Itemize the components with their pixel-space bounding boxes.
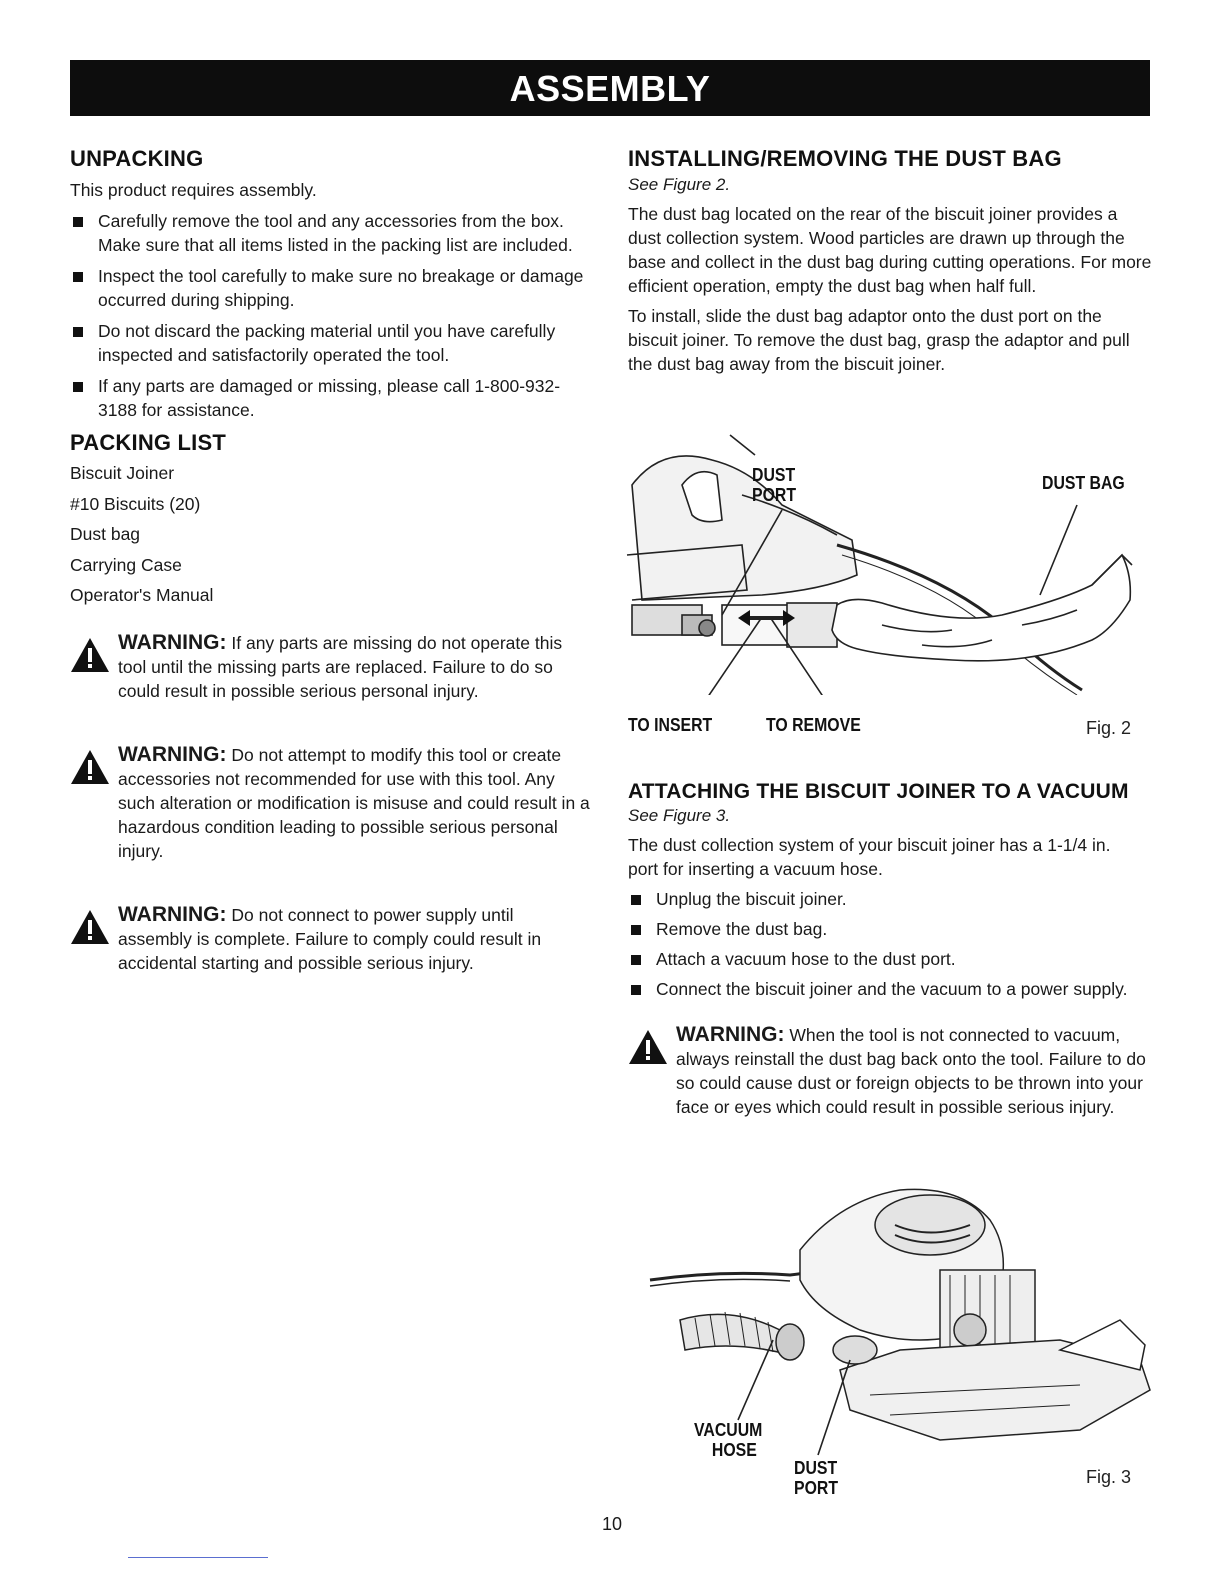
right-column (628, 146, 1152, 376)
warning-triangle-icon (70, 749, 110, 785)
section-banner: ASSEMBLY (70, 60, 1150, 116)
fig2-dust-bag-label: DUST BAG (1042, 473, 1125, 493)
footer-rule (128, 1557, 268, 1558)
packing-item: Biscuit Joiner (70, 463, 175, 483)
packing-item: Carrying Case (70, 554, 182, 575)
vacuum-steps (628, 887, 1152, 1001)
vacuum-hose-illustration (640, 1180, 1160, 1460)
warning-triangle-icon (70, 637, 110, 673)
fig3-number: Fig. 3 (1086, 1467, 1132, 1487)
packing-list (70, 458, 590, 611)
warning-dust-bag (628, 1023, 1152, 1119)
fig3-dust-port-label: DUST PORT (794, 1458, 839, 1498)
list-item: Inspect the tool carefully to make sure no breakage or damage occurred during shipping. (70, 264, 590, 312)
unpacking-list (70, 209, 590, 422)
list-item: If any parts are damaged or missing, please call 1-800-932-3188 for assistance. (70, 374, 590, 422)
fig3-vacuum-hose-label: VACUUM HOSE (694, 1420, 763, 1460)
fig2-dust-port-label: DUST PORT (752, 465, 797, 505)
list-item: Unplug the biscuit joiner. (628, 887, 1152, 911)
warning-label: WARNING: (676, 1023, 785, 1046)
vacuum-section (628, 780, 1152, 1119)
list-item: Do not discard the packing material until you have carefully inspected and satisfactorily operated the tool. (70, 319, 590, 367)
fig2-to-insert-label: TO INSERT (628, 715, 713, 735)
list-item: Remove the dust bag. (628, 917, 1152, 941)
warning-triangle-icon (628, 1029, 668, 1065)
packing-item: #10 Biscuits (20) (70, 493, 201, 514)
page-number: 10 (601, 1514, 623, 1534)
fig2-number: Fig. 2 (1086, 718, 1132, 738)
dust-bag-heading: INSTALLING/REMOVING THE DUST BAG (628, 146, 1062, 171)
see-figure-2: See Figure 2. (628, 175, 731, 194)
list-item: Connect the biscuit joiner and the vacuum to a power supply. (628, 977, 1152, 1001)
figure-2 (622, 425, 1152, 745)
list-item: Attach a vacuum hose to the dust port. (628, 947, 1152, 971)
fig2-to-remove-label: TO REMOVE (766, 715, 861, 735)
warning-text: Do not connect to power supply until assembly is complete. Failure to comply could result in accidental starting and possible serious injury. (118, 904, 542, 973)
warning-missing-parts (70, 631, 590, 703)
dust-bag-paragraph-1: The dust bag located on the rear of the biscuit joiner provides a dust collection system. Wood particles are drawn up through the base and collect in the dust bag during cutting operations. For more efficient operation, empty the dust bag when half full. (628, 204, 1152, 296)
vacuum-heading: ATTACHING THE BISCUIT JOINER TO A VACUUM (628, 780, 1129, 803)
warning-label: WARNING: (118, 902, 227, 926)
warning-text: If any parts are missing do not operate this tool until the missing parts are replaced. Failure to do so could result in possible serious personal injury. (118, 632, 563, 701)
packing-list-heading: PACKING LIST (70, 430, 226, 455)
left-column (70, 146, 590, 975)
list-item: Carefully remove the tool and any accessories from the box. Make sure that all items listed in the packing list are included. (70, 209, 590, 257)
dust-bag-illustration (622, 425, 1152, 695)
unpacking-intro: This product requires assembly. (70, 180, 317, 200)
dust-bag-paragraph-2: To install, slide the dust bag adaptor onto the dust port on the biscuit joiner. To remove the dust bag, grasp the adaptor and pull the dust bag away from the biscuit joiner. (628, 306, 1130, 374)
warning-text: Do not attempt to modify this tool or create accessories not recommended for use with this tool. Any such alteration or modification is misuse and could result in a hazardous condition leading to possible serious personal injury. (118, 744, 590, 861)
warning-modify (70, 743, 590, 863)
warning-power (70, 903, 590, 975)
warning-label: WARNING: (118, 630, 227, 654)
warning-triangle-icon (70, 909, 110, 945)
packing-item: Operator's Manual (70, 585, 214, 605)
vacuum-intro: The dust collection system of your biscuit joiner has a 1-1/4 in. port for inserting a vacuum hose. (628, 835, 1111, 879)
figure-3 (640, 1180, 1160, 1500)
warning-label: WARNING: (118, 742, 227, 766)
warning-text: When the tool is not connected to vacuum, always reinstall the dust bag back onto the tool. Failure to do so could cause dust or foreign objects to be thrown into your face or eyes which could result in possible serious injury. (676, 1025, 1146, 1117)
unpacking-heading: UNPACKING (70, 146, 204, 171)
packing-item: Dust bag (70, 524, 141, 544)
see-figure-3: See Figure 3. (628, 806, 731, 825)
